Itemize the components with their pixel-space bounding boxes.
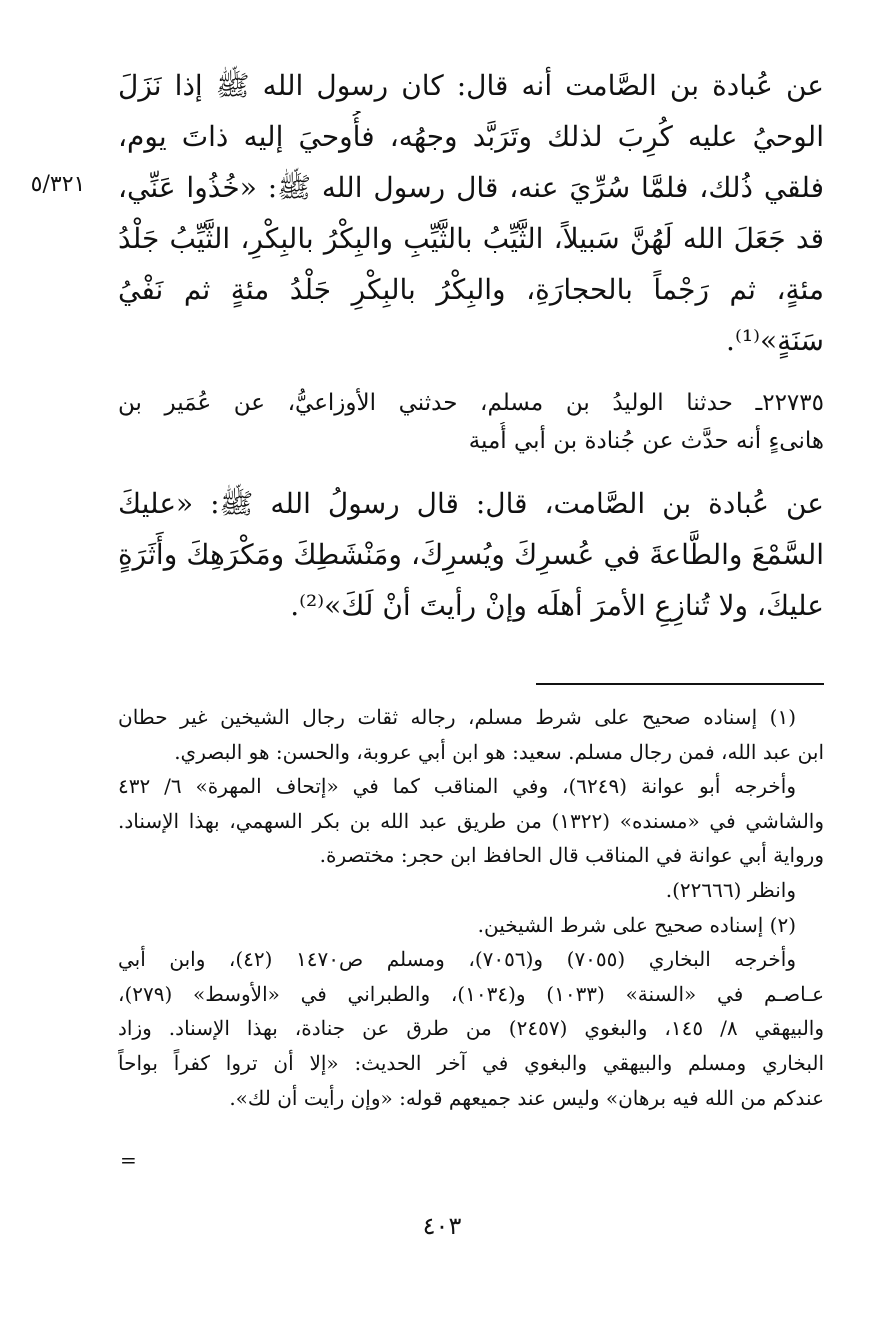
text-line: عن عُبادة بن الصَّامت، قال: قال رسولُ الله ﷺ: «عليكَ	[118, 487, 824, 520]
footnote-line: وأخرجه أبو عوانة (٦٢٤٩)، وفي المناقب كما في «إتحاف المهرة» ٦/ ٤٣٢	[118, 774, 797, 799]
main-text	[118, 60, 824, 649]
footnote-line: ابن عبد الله، فمن رجال مسلم. سعيد: هو ابن أبي عروبة، والحسن: هو البصري.	[174, 739, 824, 764]
footnote-line: والبيهقي ٨/ ١٤٥، والبغوي (٢٤٥٧) من طرق عن جنادة، بهذا الإسناد. وزاد	[118, 1016, 824, 1041]
text-line: عن عُبادة بن الصَّامت أنه قال: كان رسول الله ﷺ إذا نَزَلَ	[118, 69, 824, 102]
page-number: ٤٠٣	[422, 1212, 462, 1240]
margin-reference: ٥/٣٢١	[30, 172, 86, 197]
text-line: سَنَةٍ»⁽¹⁾.	[726, 324, 824, 357]
footnote-separator	[536, 683, 824, 685]
footnote-line: (٢) إسناده صحيح على شرط الشيخين.	[477, 912, 796, 937]
footnote-line: وانظر (٢٢٦٦٦).	[665, 877, 796, 902]
text-line: عليكَ، ولا تُنازِعِ الأمرَ أهلَه وإنْ رأيتَ أنْ لَكَ»⁽²⁾.	[290, 589, 824, 622]
footnote-line: عـاصـم في «السنة» (١٠٣٣) و(١٠٣٤)، والطبراني في «الأوسط» (٢٧٩)،	[118, 981, 824, 1006]
text-line: السَّمْعَ والطَّاعةَ في عُسرِكَ ويُسرِكَ، ومَنْشَطِكَ ومَكْرَهِكَ وأَثَرَةٍ	[118, 538, 824, 571]
text-line: قد جَعَلَ الله لَهُنَّ سَبيلاً، الثَّيِّبُ بالثَّيِّبِ والبِكْرُ بالبِكْرِ، الثَّيِّبُ جَلْدُ	[118, 222, 824, 255]
hadith-text-2	[118, 478, 824, 631]
footnote-line: عندكم من الله فيه برهان» وليس عند جميعهم قوله: «وإن رأيت أن لك».	[229, 1085, 824, 1110]
text-line: الوحيُ عليه كُرِبَ لذلك وتَرَبَّد وجهُه، فأُوحيَ إليه ذاتَ يوم،	[118, 120, 824, 153]
hadith-text-1	[118, 60, 824, 366]
footnote-line: وأخرجه البخاري (٧٠٥٥) و(٧٠٥٦)، ومسلم ص١٤٧٠ (٤٢)، وابن أبي	[118, 947, 797, 972]
text-line: هانىءٍ أنه حدَّث عن جُنادة بن أبي أُمية	[468, 428, 824, 454]
continuation-mark: =	[120, 1148, 137, 1172]
footnote-line: والشاشي في «مسنده» (١٣٢٢) من طريق عبد الله بن بكر السهمي، بهذا الإسناد.	[118, 808, 824, 833]
text-line: فلقي ذُلك، فلمَّا سُرِّيَ عنه، قال رسول الله ﷺ: «خُذُوا عَنِّي،	[118, 171, 824, 204]
footnote-line: (١) إسناده صحيح على شرط مسلم، رجاله ثقات رجال الشيخين غير حطان	[118, 705, 796, 729]
text-line: مئةٍ، ثم رَجْماً بالحجارَةِ، والبِكْرُ بالبِكْرِ جَلْدُ مئةٍ ثم نَفْيُ	[118, 273, 824, 306]
footnote-line: البخاري ومسلم والبيهقي والبغوي في آخر الحديث: «إلا أن تروا كفراً بواحاً	[118, 1050, 824, 1075]
footnote-line: ورواية أبي عوانة في المناقب قال الحافظ ابن حجر: مختصرة.	[319, 843, 824, 868]
hadith-chain	[118, 384, 824, 460]
footnotes	[118, 700, 824, 1115]
text-line: ٢٢٧٣٥ـ حدثنا الوليدُ بن مسلم، حدثني الأوزاعيُّ، عن عُمَير بن	[118, 390, 824, 416]
